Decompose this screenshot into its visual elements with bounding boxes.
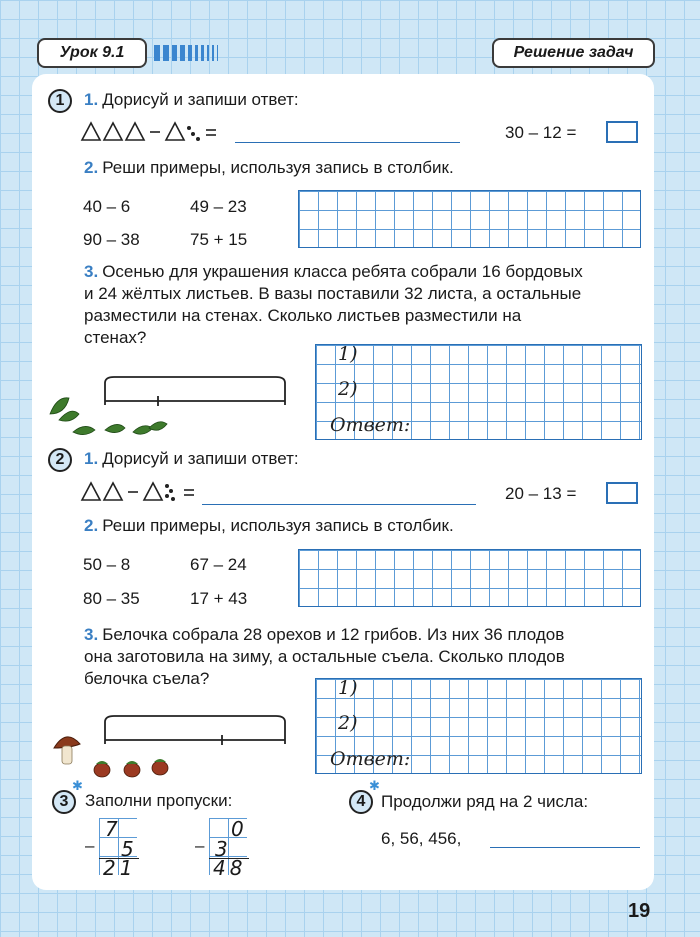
- v2-hw-step-1: 1): [338, 677, 358, 699]
- v2-task1-number: 1.: [84, 449, 99, 468]
- v2-task1-heading: [84, 449, 299, 469]
- star-icon: ✱: [369, 778, 380, 793]
- topic-label: Решение задач: [513, 44, 634, 61]
- v1-task1-heading: [84, 90, 299, 110]
- cs1-top[interactable]: 7: [105, 817, 118, 841]
- v2-example-b: 67 – 24: [190, 555, 247, 574]
- task-3-text: Заполни пропуски:: [85, 791, 233, 810]
- cs2-top[interactable]: 0: [231, 817, 244, 841]
- column-subtraction-1: [85, 818, 145, 878]
- task-3-badge: [52, 790, 76, 814]
- v2-hw-step-2: 2): [338, 712, 358, 734]
- v1-task3-number: 3.: [84, 262, 99, 281]
- v2-task2-text: Реши примеры, используя запись в столбик.: [102, 516, 454, 535]
- v2-triangles-icon: [80, 480, 200, 502]
- cs1-result[interactable]: 21: [103, 856, 137, 880]
- mushroom-nuts-icon: [50, 728, 180, 780]
- lesson-tag: [37, 38, 147, 68]
- variant-2-badge: [48, 448, 72, 472]
- v1-hw-step-2: 2): [338, 378, 358, 400]
- v2-task3-line-2: она заготовила на зиму, а остальные съела. Сколько плодов: [84, 647, 565, 666]
- v1-example: 30 – 12 =: [505, 123, 577, 142]
- variant-1-number: 1: [55, 92, 65, 109]
- v1-task3-line-4: стенах?: [84, 328, 147, 347]
- task-4-number: 4: [356, 793, 366, 810]
- v1-task2-number: 2.: [84, 158, 99, 177]
- v2-task1-text: Дорисуй и запиши ответ:: [102, 449, 299, 468]
- v1-answer-line[interactable]: [235, 142, 460, 143]
- lesson-label: Урок 9.1: [59, 44, 125, 61]
- v2-task3-line-3: белочка съела?: [84, 669, 210, 688]
- v1-hw-answer: Ответ:: [330, 414, 411, 436]
- v2-task3-number: 3.: [84, 625, 99, 644]
- v1-hw-step-1: 1): [338, 343, 358, 365]
- cs1-bottom[interactable]: 5: [121, 837, 134, 861]
- topic-tag: [492, 38, 655, 68]
- star-icon: ✱: [72, 778, 83, 793]
- v2-example-d: 17 + 43: [190, 589, 248, 608]
- page-number: 19: [628, 900, 651, 922]
- task-4-answer-line[interactable]: [490, 847, 640, 848]
- v1-example-d: 75 + 15: [190, 230, 248, 249]
- v1-example-a: 40 – 6: [83, 197, 131, 216]
- v1-task3-line-3: разместили на стенах. Сколько листьев разместили на: [84, 306, 522, 325]
- v1-task1-text: Дорисуй и запиши ответ:: [102, 90, 299, 109]
- v2-answer-line[interactable]: [202, 504, 476, 505]
- cs1-minus: –: [85, 836, 95, 855]
- v1-task2-text: Реши примеры, используя запись в столбик.: [102, 158, 454, 177]
- v2-example-c: 80 – 35: [83, 589, 140, 608]
- v2-task2-number: 2.: [84, 516, 99, 535]
- v1-task3-text: [84, 261, 654, 349]
- cs2-minus: –: [195, 836, 205, 855]
- v1-task2-heading: [84, 158, 454, 178]
- task-3-number: 3: [59, 793, 69, 810]
- v1-task1-number: 1.: [84, 90, 99, 109]
- variant-2-number: 2: [55, 451, 65, 468]
- header-stripes: [152, 45, 312, 61]
- v1-example-b: 49 – 23: [190, 197, 247, 216]
- variant-1-badge: [48, 89, 72, 113]
- v1-triangles-icon: [80, 120, 220, 142]
- v1-task3-line-1: Осенью для украшения класса ребята собрали 16 бордовых: [102, 262, 583, 281]
- v2-answer-box[interactable]: [606, 482, 638, 504]
- v2-task3-line-1: Белочка собрала 28 орехов и 12 грибов. Из них 36 плодов: [102, 625, 565, 644]
- v1-column-grid[interactable]: [298, 190, 641, 248]
- v2-example-a: 50 – 8: [83, 555, 131, 574]
- cs2-bottom[interactable]: 3: [215, 837, 228, 861]
- v1-example-c: 90 – 38: [83, 230, 140, 249]
- v2-hw-answer: Ответ:: [330, 748, 411, 770]
- v2-example: 20 – 13 =: [505, 484, 577, 503]
- leaves-icon: [45, 392, 170, 440]
- task-4-text: Продолжи ряд на 2 числа:: [381, 792, 589, 811]
- v2-column-grid[interactable]: [298, 549, 641, 607]
- task-4-series: 6, 56, 456,: [381, 829, 462, 848]
- v1-task3-line-2: и 24 жёлтых листьев. В вазы поставили 32 листа, а остальные: [84, 284, 582, 303]
- v1-answer-box[interactable]: [606, 121, 638, 143]
- column-subtraction-2: [195, 818, 255, 878]
- v2-task2-heading: [84, 516, 454, 536]
- task-4-badge: [349, 790, 373, 814]
- cs2-result[interactable]: 48: [213, 856, 247, 880]
